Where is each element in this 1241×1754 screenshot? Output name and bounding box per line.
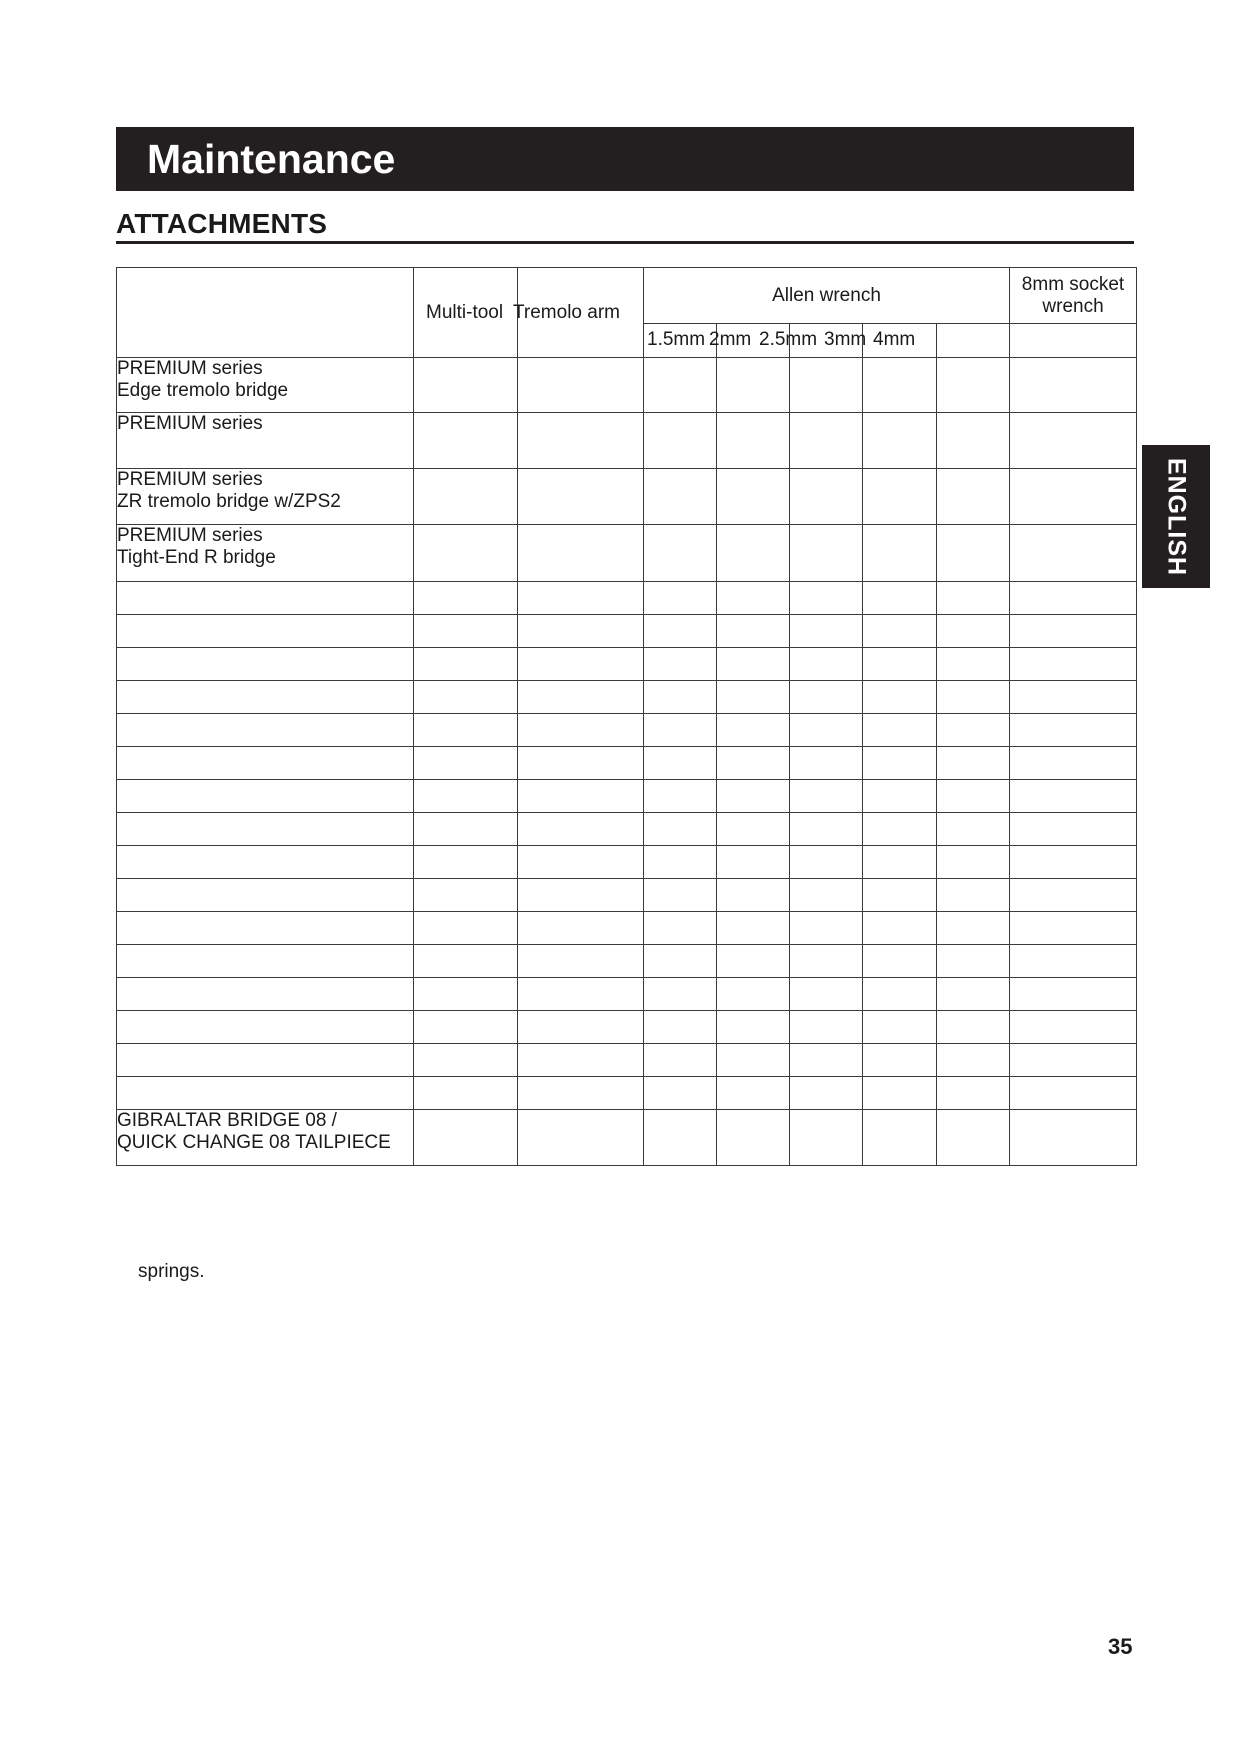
- table-cell: [518, 413, 644, 469]
- table-cell: [644, 714, 717, 747]
- table-cell: [644, 912, 717, 945]
- table-cell: [717, 1110, 790, 1166]
- table-cell: [937, 714, 1010, 747]
- table-cell: [790, 582, 863, 615]
- size-header-cell: [937, 324, 1010, 358]
- table-cell: [863, 1044, 937, 1077]
- row-label: PREMIUM series: [117, 413, 414, 469]
- table-cell: [1010, 681, 1137, 714]
- table-cell: [937, 747, 1010, 780]
- table-cell: [717, 1011, 790, 1044]
- table-cell: [1010, 525, 1137, 582]
- table-cell: [518, 1044, 644, 1077]
- table-cell: [937, 813, 1010, 846]
- table-cell: [937, 1110, 1010, 1166]
- row-label: [117, 780, 414, 813]
- row-label: [117, 582, 414, 615]
- table-cell: [863, 945, 937, 978]
- table-cell: [717, 1077, 790, 1110]
- size-header-cell: [1010, 324, 1137, 358]
- footer-note: springs.: [138, 1261, 205, 1282]
- attachments-table: [116, 267, 1137, 1166]
- table-cell: [863, 978, 937, 1011]
- section-title: ATTACHMENTS: [116, 208, 328, 239]
- table-row: [117, 945, 1137, 978]
- table-cell: [1010, 469, 1137, 525]
- table-cell: [863, 846, 937, 879]
- table-cell: [790, 469, 863, 525]
- table-cell: [414, 413, 518, 469]
- table-cell: [518, 1011, 644, 1044]
- row-label: GIBRALTAR BRIDGE 08 / QUICK CHANGE 08 TAILPIECE: [117, 1110, 414, 1166]
- table-cell: [414, 1110, 518, 1166]
- table-cell: [1010, 780, 1137, 813]
- table-cell: [518, 945, 644, 978]
- row-label: [117, 879, 414, 912]
- table-row: [117, 912, 1137, 945]
- row-label: PREMIUM series ZR tremolo bridge w/ZPS2: [117, 469, 414, 525]
- table-cell: [644, 879, 717, 912]
- table-cell: [644, 780, 717, 813]
- table-cell: [937, 1011, 1010, 1044]
- table-cell: [790, 1077, 863, 1110]
- table-cell: [414, 1044, 518, 1077]
- row-label: [117, 945, 414, 978]
- table-cell: [518, 648, 644, 681]
- row-label: [117, 714, 414, 747]
- language-tab-label: ENGLISH: [1162, 457, 1191, 576]
- table-row: [117, 1044, 1137, 1077]
- table-cell: [518, 469, 644, 525]
- table-cell: [717, 912, 790, 945]
- table-cell: [937, 1077, 1010, 1110]
- allen-size-label: 1.5mm: [647, 329, 706, 350]
- row-label: [117, 846, 414, 879]
- header-socket-wrench-label: 8mm socket wrench: [1021, 273, 1125, 317]
- table-row: [117, 780, 1137, 813]
- table-cell: [414, 747, 518, 780]
- row-label: [117, 1077, 414, 1110]
- table-row: [117, 525, 1137, 582]
- table-row: [117, 978, 1137, 1011]
- table-cell: [414, 582, 518, 615]
- table-row: [117, 582, 1137, 615]
- table-cell: [863, 879, 937, 912]
- table-cell: [863, 747, 937, 780]
- table-cell: [717, 879, 790, 912]
- table-cell: [414, 525, 518, 582]
- table-row: [117, 714, 1137, 747]
- table-cell: [790, 615, 863, 648]
- table-cell: [717, 945, 790, 978]
- table-cell: [790, 813, 863, 846]
- table-cell: [790, 846, 863, 879]
- table-cell: [863, 681, 937, 714]
- allen-size-label: 3mm: [824, 329, 867, 350]
- table-cell: [414, 358, 518, 413]
- table-cell: [863, 1077, 937, 1110]
- table-cell: [1010, 1011, 1137, 1044]
- table-cell: [937, 615, 1010, 648]
- table-cell: [414, 978, 518, 1011]
- table-cell: [937, 582, 1010, 615]
- table-cell: [644, 1011, 717, 1044]
- header-allen-wrench: Allen wrench: [644, 268, 1010, 324]
- table-cell: [414, 780, 518, 813]
- table-cell: [937, 358, 1010, 413]
- table-cell: [1010, 1077, 1137, 1110]
- table-cell: [1010, 1044, 1137, 1077]
- table-cell: [790, 681, 863, 714]
- table-cell: [937, 945, 1010, 978]
- table-cell: [644, 648, 717, 681]
- table-cell: [937, 846, 1010, 879]
- table-cell: [790, 879, 863, 912]
- table-cell: [644, 846, 717, 879]
- table-cell: [717, 582, 790, 615]
- row-label: [117, 813, 414, 846]
- table-cell: [414, 714, 518, 747]
- table-cell: [644, 582, 717, 615]
- table-cell: [518, 525, 644, 582]
- table-cell: [518, 582, 644, 615]
- table-cell: [518, 912, 644, 945]
- table-cell: [863, 469, 937, 525]
- table-cell: [518, 879, 644, 912]
- table-cell: [1010, 978, 1137, 1011]
- table-cell: [518, 846, 644, 879]
- table-cell: [1010, 615, 1137, 648]
- table-cell: [717, 747, 790, 780]
- table-row: [117, 879, 1137, 912]
- table-cell: [1010, 1110, 1137, 1166]
- table-cell: [518, 978, 644, 1011]
- table-cell: [717, 813, 790, 846]
- table-cell: [717, 978, 790, 1011]
- table-cell: [414, 648, 518, 681]
- table-cell: [644, 1110, 717, 1166]
- table-cell: [717, 469, 790, 525]
- table-cell: [518, 780, 644, 813]
- table-cell: [518, 358, 644, 413]
- table-cell: [1010, 582, 1137, 615]
- table-cell: [790, 1011, 863, 1044]
- table-row: [117, 358, 1137, 413]
- allen-size-label: 2.5mm: [759, 329, 818, 350]
- table-cell: [717, 413, 790, 469]
- allen-size-label: 4mm: [873, 329, 916, 350]
- table-cell: [644, 1044, 717, 1077]
- table-cell: [937, 469, 1010, 525]
- table-cell: [644, 681, 717, 714]
- table-cell: [937, 912, 1010, 945]
- table-cell: [717, 714, 790, 747]
- page-number: 35: [1108, 1634, 1133, 1659]
- table-row: [117, 648, 1137, 681]
- row-label: [117, 615, 414, 648]
- table-cell: [518, 1110, 644, 1166]
- table-cell: [644, 747, 717, 780]
- table-cell: [790, 413, 863, 469]
- table-cell: [1010, 413, 1137, 469]
- table-row: [117, 615, 1137, 648]
- table-cell: [1010, 945, 1137, 978]
- table-cell: [644, 469, 717, 525]
- row-label: [117, 1044, 414, 1077]
- table-cell: [518, 615, 644, 648]
- table-cell: [863, 1110, 937, 1166]
- table-cell: [937, 780, 1010, 813]
- table-cell: [790, 978, 863, 1011]
- table-row: [117, 846, 1137, 879]
- row-label: [117, 747, 414, 780]
- table-cell: [937, 681, 1010, 714]
- table-cell: [414, 879, 518, 912]
- table-cell: [790, 912, 863, 945]
- row-label: [117, 648, 414, 681]
- table-cell: [863, 813, 937, 846]
- header-multi-tool-cell: [414, 268, 518, 358]
- table-cell: [790, 714, 863, 747]
- row-label: PREMIUM series Edge tremolo bridge: [117, 358, 414, 413]
- table-cell: [518, 747, 644, 780]
- table-cell: [790, 1044, 863, 1077]
- table-cell: [717, 780, 790, 813]
- table-cell: [863, 714, 937, 747]
- table-cell: [863, 780, 937, 813]
- table-cell: [1010, 648, 1137, 681]
- table-cell: [518, 681, 644, 714]
- table-cell: [790, 747, 863, 780]
- table-cell: [937, 648, 1010, 681]
- table-cell: [414, 813, 518, 846]
- table-cell: [937, 879, 1010, 912]
- table-cell: [644, 413, 717, 469]
- table-cell: [414, 846, 518, 879]
- language-tab: [1142, 445, 1210, 588]
- table-cell: [518, 714, 644, 747]
- section-header-bar: [116, 127, 1134, 191]
- table-row: [117, 681, 1137, 714]
- row-label: [117, 978, 414, 1011]
- row-label: [117, 1011, 414, 1044]
- table-cell: [644, 615, 717, 648]
- table-cell: [717, 358, 790, 413]
- table-cell: [717, 525, 790, 582]
- table-row: [117, 1110, 1137, 1166]
- table-cell: [1010, 879, 1137, 912]
- table-row: [117, 413, 1137, 469]
- table-cell: [1010, 714, 1137, 747]
- header-multi-tool: Multi-tool: [426, 302, 504, 323]
- row-label: PREMIUM series Tight-End R bridge: [117, 525, 414, 582]
- table-cell: [790, 780, 863, 813]
- table-cell: [863, 525, 937, 582]
- table-cell: [790, 525, 863, 582]
- table-cell: [790, 1110, 863, 1166]
- table-cell: [414, 1077, 518, 1110]
- table-cell: [937, 413, 1010, 469]
- table-cell: [717, 846, 790, 879]
- table-cell: [863, 582, 937, 615]
- table-cell: [863, 358, 937, 413]
- table-cell: [644, 525, 717, 582]
- table-row: [117, 469, 1137, 525]
- section-divider: [116, 241, 1134, 244]
- table-cell: [1010, 747, 1137, 780]
- table-row: [117, 747, 1137, 780]
- table-cell: [414, 615, 518, 648]
- table-cell: [644, 945, 717, 978]
- row-label: [117, 912, 414, 945]
- table-cell: [414, 912, 518, 945]
- table-cell: [414, 681, 518, 714]
- table-cell: [644, 978, 717, 1011]
- table-cell: [644, 1077, 717, 1110]
- table-cell: [1010, 358, 1137, 413]
- table-cell: [1010, 846, 1137, 879]
- table-cell: [863, 1011, 937, 1044]
- table-cell: [937, 978, 1010, 1011]
- header-blank-cell: [117, 268, 414, 358]
- table-cell: [937, 1044, 1010, 1077]
- table-cell: [1010, 813, 1137, 846]
- header-socket-wrench: [1010, 268, 1137, 324]
- table-cell: [518, 813, 644, 846]
- allen-size-label: 2mm: [709, 329, 752, 350]
- table-cell: [863, 648, 937, 681]
- table-cell: [644, 813, 717, 846]
- table-cell: [414, 1011, 518, 1044]
- header-title: Maintenance: [147, 136, 396, 182]
- table-row: [117, 1011, 1137, 1044]
- table-cell: [790, 945, 863, 978]
- table-cell: [1010, 912, 1137, 945]
- table-row: [117, 813, 1137, 846]
- header-tremolo-arm: Tremolo arm: [513, 302, 620, 323]
- table-cell: [790, 648, 863, 681]
- table-cell: [790, 358, 863, 413]
- header-tremolo-arm-cell: [513, 268, 644, 358]
- table-cell: [863, 912, 937, 945]
- row-label: [117, 681, 414, 714]
- table-cell: [937, 525, 1010, 582]
- table-cell: [717, 615, 790, 648]
- table-cell: [414, 945, 518, 978]
- table-cell: [863, 413, 937, 469]
- table-cell: [518, 1077, 644, 1110]
- table-cell: [414, 469, 518, 525]
- table-cell: [644, 358, 717, 413]
- table-cell: [717, 648, 790, 681]
- table-cell: [717, 681, 790, 714]
- table-cell: [717, 1044, 790, 1077]
- table-cell: [863, 615, 937, 648]
- table-row: [117, 1077, 1137, 1110]
